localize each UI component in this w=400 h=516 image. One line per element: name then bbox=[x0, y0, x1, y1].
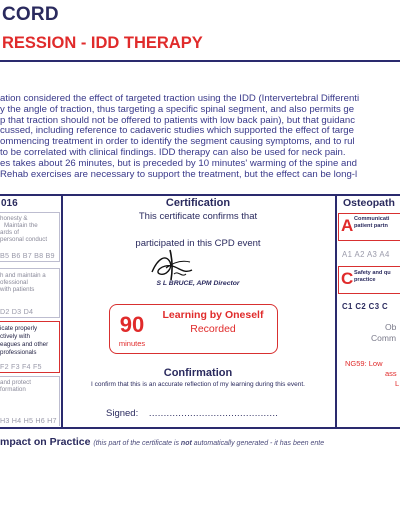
standard-b-line: Maintain the bbox=[4, 222, 38, 229]
objectives-heading: Ob bbox=[385, 322, 397, 332]
description-line: ommencing treatment in order to identify the segment causing symptoms, and to rul bbox=[0, 137, 355, 148]
standard-d-line: h and maintain a bbox=[0, 272, 46, 279]
learning-type: Learning by Oneself bbox=[162, 309, 264, 321]
guideline-reference-line3: L bbox=[395, 379, 400, 388]
description-line: es takes about 26 minutes, but is preceded by 10 minutes' warming of the spine and bbox=[0, 158, 358, 169]
standard-b-line: honesty & bbox=[0, 215, 28, 222]
standard-f-codes: F2 F3 F4 F5 bbox=[0, 362, 42, 371]
impact-note bbox=[93, 440, 324, 447]
standard-d-line: ofessional bbox=[0, 279, 28, 286]
guideline-reference: NG59: Low bbox=[345, 359, 383, 368]
signatory-name: S L BRUCE, APM Director bbox=[156, 280, 240, 287]
standard-b-line: ards of bbox=[0, 229, 19, 236]
confirmation-heading: Confirmation bbox=[163, 367, 233, 379]
description-line: p that traction should not be offered to patients with low back pain), but that guidanc bbox=[0, 115, 356, 126]
signed-dotted-line: ............................................ bbox=[148, 408, 279, 419]
objectives-heading-line2: Comm bbox=[371, 333, 397, 343]
standard-f-line: eagues and other bbox=[0, 341, 49, 348]
director-signature-icon bbox=[148, 248, 200, 282]
certificate-subtitle: RESSION - IDD THERAPY bbox=[2, 34, 203, 52]
theme-letter-c: C bbox=[341, 269, 354, 288]
theme-letter-a: A bbox=[341, 216, 354, 235]
signed-label: Signed: bbox=[106, 408, 139, 419]
learning-mode: Recorded bbox=[190, 323, 236, 335]
standard-f-line: icate properly bbox=[0, 325, 38, 332]
theme-c-line: Safety and qu bbox=[354, 270, 391, 276]
guideline-reference-line2: ass bbox=[385, 369, 397, 378]
theme-a-line: patient partn bbox=[354, 223, 388, 229]
standard-b-line: personal conduct bbox=[0, 236, 48, 243]
theme-c-line: practice bbox=[354, 277, 376, 283]
impact-note-start: (this part of the certificate is bbox=[93, 440, 181, 447]
standard-f-line: ctively with bbox=[0, 333, 30, 340]
event-description bbox=[0, 94, 400, 180]
impact-on-practice-heading bbox=[0, 436, 324, 448]
standard-d-line: with patients bbox=[0, 286, 35, 293]
certification-statement: This certificate confirms that bbox=[138, 211, 258, 222]
theme-a-codes: A1 A2 A3 A4 bbox=[342, 250, 390, 259]
certification-heading: Certification bbox=[165, 197, 231, 209]
standard-h-line: formation bbox=[0, 386, 26, 393]
column-divider-left bbox=[61, 194, 63, 429]
osteopathic-heading: Osteopath bbox=[343, 197, 395, 209]
impact-note-end: automatically generated - it has been ente bbox=[191, 440, 325, 447]
standard-b-codes: B5 B6 B7 B8 B9 bbox=[0, 251, 55, 260]
standards-heading: 016 bbox=[1, 198, 18, 209]
header-divider bbox=[0, 60, 400, 62]
column-divider-right bbox=[335, 194, 337, 429]
duration-unit: minutes bbox=[118, 339, 146, 348]
theme-c-codes: C1 C2 C3 C bbox=[342, 302, 389, 311]
standard-d-codes: D2 D3 D4 bbox=[0, 307, 34, 316]
standard-h-codes: H3 H4 H5 H6 H7 bbox=[0, 416, 57, 425]
duration-value: 90 bbox=[119, 312, 145, 337]
description-line: y the angle of traction, thus targeting a specific spinal segment, and also permits ge bbox=[0, 104, 355, 115]
certificate-title: CORD bbox=[2, 4, 59, 25]
description-line: Rehab exercises are necessary to support the treatment, but the effect can be long-l bbox=[0, 169, 358, 180]
standard-h-line: and protect bbox=[0, 379, 31, 386]
signature-field[interactable] bbox=[106, 408, 278, 419]
impact-note-emphasis: not bbox=[180, 440, 192, 447]
impact-title: mpact on Practice bbox=[0, 436, 91, 448]
standard-f-line: professionals bbox=[0, 349, 37, 356]
description-line: cussed, including reference to cadaveric studies which supported the effect of targe bbox=[0, 126, 354, 137]
description-line: ation considered the effect of targeted traction using the IDD (Intervertebral Differenti bbox=[0, 94, 360, 104]
description-line: to be correlated with clinical findings. IDD therapy can also be used for neck pain. bbox=[0, 147, 346, 158]
confirmation-statement: I confirm that this is an accurate reflection of my learning during this event. bbox=[91, 381, 305, 388]
theme-a-line: Communicati bbox=[354, 216, 390, 222]
participation-statement: participated in this CPD event bbox=[135, 238, 261, 249]
